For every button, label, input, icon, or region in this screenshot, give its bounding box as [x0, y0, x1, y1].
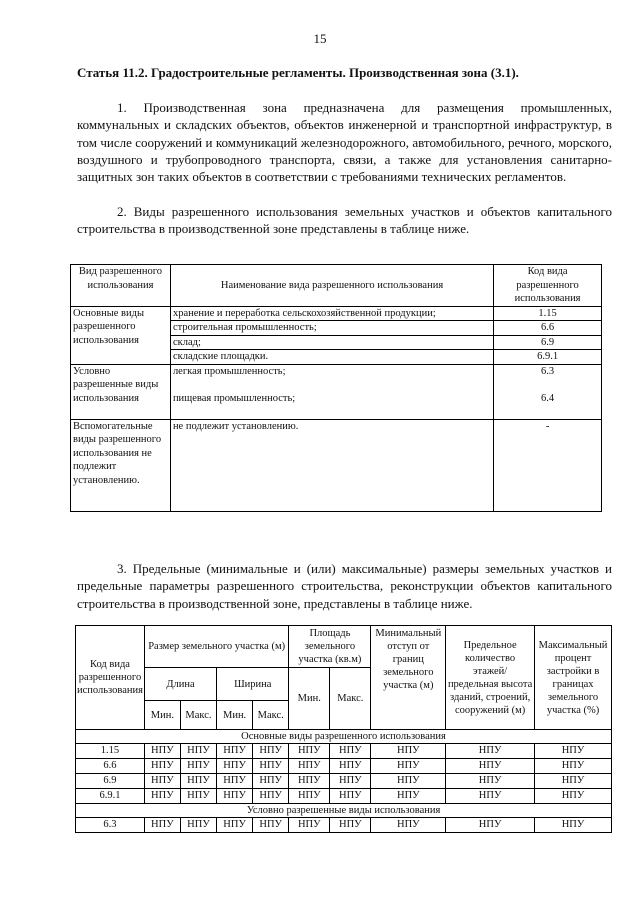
npu-cell: НПУ	[371, 818, 446, 833]
use-code: 6.9.1	[494, 350, 602, 365]
header-coverage: Максимальный процент застройки в границах земельного участка (%)	[535, 626, 612, 730]
npu-cell: НПУ	[535, 759, 612, 774]
table-row	[76, 789, 612, 804]
npu-cell: НПУ	[330, 818, 371, 833]
npu-cell: НПУ	[253, 818, 289, 833]
npu-cell: НПУ	[371, 789, 446, 804]
npu-cell: НПУ	[330, 759, 371, 774]
header-length-max: Макс.	[180, 701, 216, 730]
npu-cell: НПУ	[217, 774, 253, 789]
section-title-main: Основные виды разрешенного использования	[76, 730, 612, 744]
table-row	[71, 419, 602, 511]
table-row	[71, 306, 602, 321]
npu-cell: НПУ	[535, 789, 612, 804]
permitted-use-table	[70, 264, 602, 512]
main-rows	[76, 744, 612, 804]
table-header-row	[76, 626, 612, 668]
table-row	[76, 774, 612, 789]
npu-cell: НПУ	[180, 744, 216, 759]
npu-cell: НПУ	[535, 774, 612, 789]
paragraph-1: 1. Производственная зона предназначена для размещения промышленных, коммунальных и складских объектов, объектов инженерной и транспортной инфраструктур, в том числе сооружений и коммуникаций железнодорожного, автомобильного, речного, морского, воздушного и трубопроводного транспорта, связи, а также для установления санитарно-защитных зон таких объектов в соответствии с требованиями технических регламентов.	[77, 100, 612, 185]
header-setback: Минимальный отступ от границ земельного участка (м)	[371, 626, 446, 730]
npu-cell: НПУ	[144, 774, 180, 789]
group-type-main: Основные виды разрешенного использования	[71, 306, 171, 364]
npu-cell: НПУ	[253, 759, 289, 774]
use-name: легкая промышленность;	[170, 364, 493, 392]
table-row	[71, 364, 602, 392]
npu-cell: НПУ	[217, 744, 253, 759]
header-use-type: Вид разрешенного использования	[71, 265, 171, 307]
page-number: 15	[313, 31, 327, 46]
npu-cell: НПУ	[446, 759, 535, 774]
use-name: не подлежит установлению.	[170, 419, 493, 511]
npu-cell: НПУ	[371, 744, 446, 759]
section-title-conditional: Условно разрешенные виды использования	[76, 804, 612, 818]
row-code: 1.15	[76, 744, 145, 759]
npu-cell: НПУ	[217, 759, 253, 774]
group-type-conditional: Условно разрешенные виды использования	[71, 364, 171, 419]
npu-cell: НПУ	[330, 774, 371, 789]
npu-cell: НПУ	[289, 759, 330, 774]
header-area-max: Макс.	[330, 668, 371, 730]
use-code: 6.3	[494, 364, 602, 392]
npu-cell: НПУ	[446, 789, 535, 804]
parameters-table	[75, 625, 612, 833]
use-code: 6.9	[494, 335, 602, 350]
npu-cell: НПУ	[289, 744, 330, 759]
npu-cell: НПУ	[535, 744, 612, 759]
header-length: Длина	[144, 668, 216, 701]
npu-cell: НПУ	[180, 759, 216, 774]
row-code: 6.9	[76, 774, 145, 789]
npu-cell: НПУ	[289, 789, 330, 804]
use-code: 6.4	[494, 392, 602, 420]
npu-cell: НПУ	[446, 744, 535, 759]
npu-cell: НПУ	[144, 759, 180, 774]
use-name: склад;	[170, 335, 493, 350]
row-code: 6.3	[76, 818, 145, 833]
row-code: 6.9.1	[76, 789, 145, 804]
use-code: -	[494, 419, 602, 511]
npu-cell: НПУ	[253, 744, 289, 759]
npu-cell: НПУ	[180, 789, 216, 804]
section-row	[76, 730, 612, 744]
npu-cell: НПУ	[289, 818, 330, 833]
use-name: хранение и переработка сельскохозяйственной продукции;	[170, 306, 493, 321]
use-name: строительная промышленность;	[170, 321, 493, 336]
npu-cell: НПУ	[144, 744, 180, 759]
use-code: 6.6	[494, 321, 602, 336]
table-row	[76, 818, 612, 833]
section-row	[76, 804, 612, 818]
article-title: Статья 11.2. Градостроительные регламенты. Производственная зона (3.1).	[77, 65, 519, 80]
conditional-rows	[76, 818, 612, 833]
header-area-min: Мин.	[289, 668, 330, 730]
npu-cell: НПУ	[253, 774, 289, 789]
header-width-min: Мин.	[217, 701, 253, 730]
header-code: Код вида разрешенного использования	[76, 626, 145, 730]
header-width: Ширина	[217, 668, 289, 701]
paragraph-2: 2. Виды разрешенного использования земельных участков и объектов капитального строительства в производственной зоне представлены в таблице ниже.	[77, 204, 612, 237]
use-name: пищевая промышленность;	[170, 392, 493, 420]
table-row	[76, 744, 612, 759]
npu-cell: НПУ	[289, 774, 330, 789]
npu-cell: НПУ	[371, 759, 446, 774]
header-length-min: Мин.	[144, 701, 180, 730]
header-use-name: Наименование вида разрешенного использования	[170, 265, 493, 307]
npu-cell: НПУ	[144, 789, 180, 804]
table-row	[76, 759, 612, 774]
row-code: 6.6	[76, 759, 145, 774]
header-width-max: Макс.	[253, 701, 289, 730]
npu-cell: НПУ	[180, 818, 216, 833]
table-header-row	[71, 265, 602, 307]
npu-cell: НПУ	[371, 774, 446, 789]
npu-cell: НПУ	[535, 818, 612, 833]
npu-cell: НПУ	[330, 744, 371, 759]
header-use-code: Код вида разрешенного использования	[494, 265, 602, 307]
npu-cell: НПУ	[446, 818, 535, 833]
group-type-auxiliary: Вспомогательные виды разрешенного использования не подлежит установлению.	[71, 419, 171, 511]
use-code: 1.15	[494, 306, 602, 321]
npu-cell: НПУ	[180, 774, 216, 789]
npu-cell: НПУ	[330, 789, 371, 804]
paragraph-3: 3. Предельные (минимальные и (или) максимальные) размеры земельных участков и предельные параметры разрешенного строительства, реконструкции объектов капитального строительства в производственной зоне, представлены в таблице ниже.	[77, 561, 612, 611]
use-name: складские площадки.	[170, 350, 493, 365]
header-area: Площадь земельного участка (кв.м)	[289, 626, 371, 668]
npu-cell: НПУ	[446, 774, 535, 789]
npu-cell: НПУ	[144, 818, 180, 833]
header-floors: Предельное количество этажей/ предельная высота зданий, строений, сооружений (м)	[446, 626, 535, 730]
npu-cell: НПУ	[217, 789, 253, 804]
header-plot-size: Размер земельного участка (м)	[144, 626, 288, 668]
npu-cell: НПУ	[217, 818, 253, 833]
npu-cell: НПУ	[253, 789, 289, 804]
